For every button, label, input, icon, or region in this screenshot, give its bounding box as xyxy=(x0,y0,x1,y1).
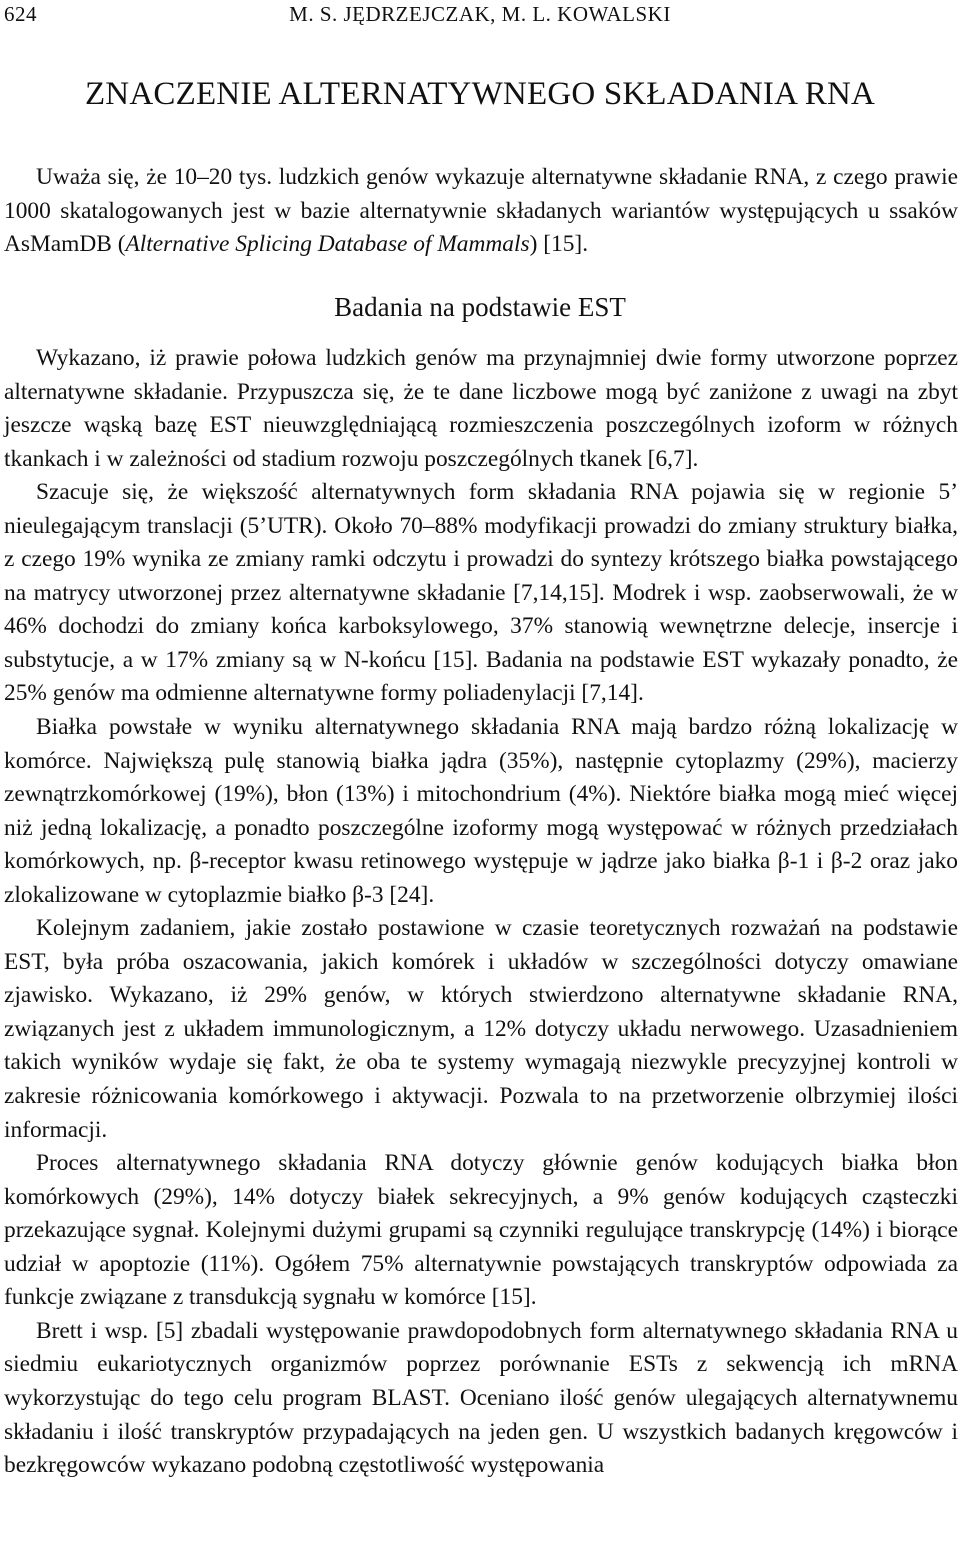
body-section xyxy=(4,342,958,1483)
intro-paragraph xyxy=(4,161,958,262)
body-paragraph-3: Białka powstałe w wyniku alternatywnego składania RNA mają bardzo różną lokalizację w komórce. Największą pulę stanowią białka jądra (35%), następnie cytoplazmy (29%), macierzy zewnątrzkomórkowej (19%), błon (13%) i mitochondrium (4%). Niektóre białka mogą mieć więcej niż jedną lokalizację, a ponadto poszczególne izoformy mogą występować w różnych przedziałach komórkowych, np. β-receptor kwasu retinowego występuje w jądrze jako białka β-1 i β-2 oraz jako zlokalizowane w cytoplazmie białko β-3 [24]. xyxy=(4,714,958,908)
body-paragraph-6: Brett i wsp. [5] zbadali występowanie prawdopodobnych form alternatywnego składania RNA u siedmiu eukariotycznych organizmów poprzez porównanie ESTs z sekwencją ich mRNA wykorzystując do tego celu program BLAST. Oceniano ilość genów ulegających alternatywnemu składaniu i ilość transkryptów przypadających na jeden gen. U wszystkich badanych kręgowców i bezkręgowców wykazano podobną częstotliwość występowania xyxy=(4,1317,958,1479)
body-paragraph-5: Proces alternatywnego składania RNA dotyczy głównie genów kodujących białka błon komórkowych (29%), 14% dotyczy białek sekrecyjnych, a 9% genów kodujących cząsteczki przekazujące sygnał. Kolejnymi dużymi grupami są czynniki regulujące transkrypcję (14%) i biorące udział w apoptozie (11%). Ogółem 75% alternatywnie powstających transkryptów odpowiada za funkcje związane z transdukcją sygnału w komórce [15]. xyxy=(4,1150,958,1311)
intro-text-end: ) [15]. xyxy=(529,231,589,258)
running-head: M. S. JĘDRZEJCZAK, M. L. KOWALSKI xyxy=(289,2,671,26)
body-paragraph-2: Szacuje się, że większość alternatywnych form składania RNA pojawia się w regionie 5’ nieulegającym translacji (5’UTR). Około 70–88% modyfikacji prowadzi do zmiany struktury białka, z czego 19% wynika ze zmiany ramki odczytu i prowadzi do syntezy krótszego białka powstającego na matrycy utworzonej przez alternatywne składanie [7,14,15]. Modrek i wsp. zaobserwowali, że w 46% dochodzi do zmiany końca karboksylowego, 37% stanowią wewnętrzne delecje, insercje i substytucje, a w 17% zmiany są w N-końcu [15]. Badania na podstawie EST wykazały ponadto, że 25% genów ma odmienne alternatywne formy poliadenylacji [7,14]. xyxy=(4,479,958,707)
page-header xyxy=(4,2,956,28)
intro-text-start: Uważa się, że 10–20 tys. ludzkich genów wykazuje alternatywne składanie RNA, z czego prawie 1000 skatalogowanych jest w bazie alternatywnie składanych wariantów występujących u ssaków AsMamDB ( xyxy=(4,164,958,258)
subsection-title: Badania na podstawie EST xyxy=(334,292,626,322)
body-paragraph-1: Wykazano, iż prawie połowa ludzkich genów ma przynajmniej dwie formy utworzone poprzez alternatywne składanie. Przypuszcza się, że te dane liczbowe mogą być zaniżone z uwagi na zbyt jeszcze wąską bazę EST nieuwzględniającą rozmieszczenia poszczególnych izoform w różnych tkankach i w zależności od stadium rozwoju poszczególnych tkanek [6,7]. xyxy=(4,345,958,472)
section-title: ZNACZENIE ALTERNATYWNEGO SKŁADANIA RNA xyxy=(84,76,876,112)
intro-section xyxy=(4,161,958,262)
intro-database-name: Alternative Splicing Database of Mammals xyxy=(125,231,530,258)
page-number: 624 xyxy=(4,2,37,26)
body-paragraph-4: Kolejnym zadaniem, jakie zostało postawione w czasie teoretycznych rozważań na podstawie EST, była próba oszacowania, jakich komórek i układów w szczególności dotyczy omawiane zjawisko. Wykazano, iż 29% genów, w których stwierdzono alternatywne składanie RNA, związanych jest z układem immunologicznym, a 12% dotyczy układu nerwowego. Uzasadnieniem takich wyników wydaje się fakt, że oba te systemy wymagają niezwykle precyzyjnej kontroli w zakresie różnicowania komórkowego i aktywacji. Pozwala to na przetworzenie olbrzymiej ilości informacji. xyxy=(4,915,958,1143)
